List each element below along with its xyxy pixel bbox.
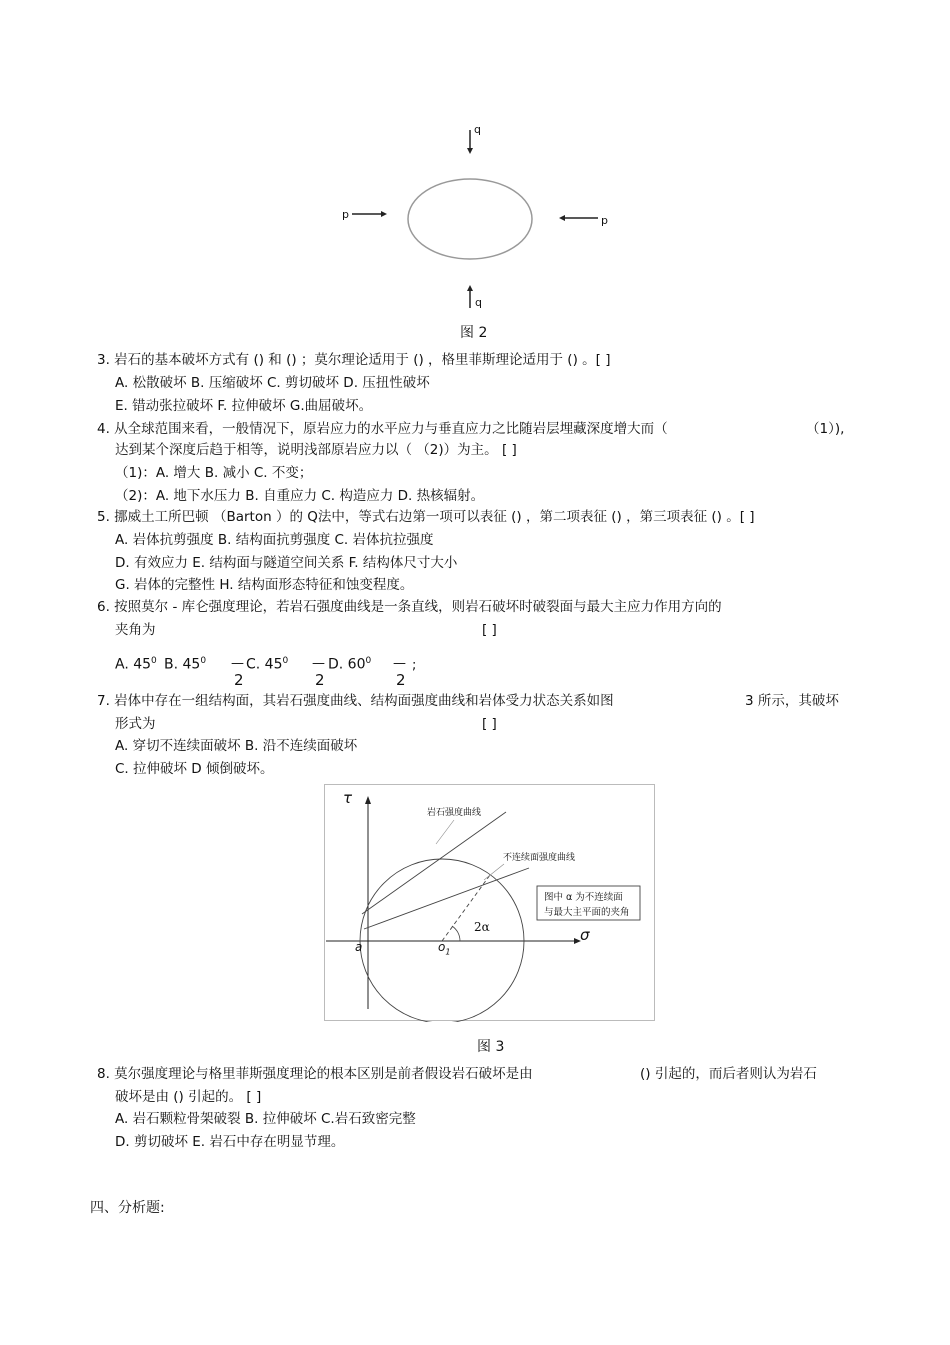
q5-line4: G. 岩体的完整性 H. 结构面形态特征和蚀变程度。 — [115, 577, 414, 593]
note-line-1: 图中 α 为不连续面 — [544, 892, 623, 903]
q6-line1: 6. 按照莫尔 - 库仑强度理论，若岩石强度曲线是一条直线，则岩石破坏时破裂面与最大主应力作用方向的 — [97, 599, 722, 615]
q6-line2: 夹角为 — [115, 622, 156, 638]
two-alpha-label: 2α — [474, 920, 490, 934]
q6-option-a: A. $45^0$ — [115, 656, 157, 673]
q6-fraction-dash-3: — — [393, 656, 406, 671]
q6-fraction-den-1: 2 — [234, 671, 244, 689]
joint-curve-label: 不连续面强度曲线 — [503, 853, 576, 863]
figure-3-caption: 图 3 — [477, 1039, 505, 1055]
a-label: a — [355, 940, 363, 954]
p-left-label: p — [342, 208, 349, 221]
q4-line1b: （1）), — [806, 421, 845, 437]
q6-bracket: [ ] — [482, 622, 497, 638]
section-4-heading: 四、分析题: — [90, 1200, 165, 1216]
q5-line1: 5. 挪威土工所巴顿 （Barton ）的 Q法中，等式右边第一项可以表征 () ，第二项表征 () ，第三项表征 () 。[ ] — [97, 509, 755, 525]
tau-label: τ — [343, 789, 353, 807]
q5-line2: A. 岩体抗剪强度 B. 结构面抗剪强度 C. 岩体抗拉强度 — [115, 532, 434, 548]
q8-line1a: 8. 莫尔强度理论与格里菲斯强度理论的根本区别是前者假设岩石破坏是由 — [97, 1066, 533, 1082]
rock-curve-label: 岩石强度曲线 — [427, 808, 482, 818]
q3-line1: 3. 岩石的基本破坏方式有 () 和 () ；莫尔理论适用于 () ，格里菲斯理论适用于 () 。[ ] — [97, 352, 611, 368]
q7-line2: 形式为 — [115, 716, 156, 732]
note-line-2: 与最大主平面的夹角 — [544, 907, 630, 918]
tunnel-ellipse — [408, 179, 532, 259]
q4-line1a: 4. 从全球范围来看，一般情况下，原岩应力的水平应力与垂直应力之比随岩层埋藏深度增大而（ — [97, 421, 668, 437]
q6-fraction-dash-2: — — [312, 656, 325, 671]
q7-bracket: [ ] — [482, 716, 497, 732]
q6-fraction-den-2: 2 — [315, 671, 325, 689]
q7-line1b: 3 所示，其破坏 — [745, 693, 839, 709]
q8-line3: A. 岩石颗粒骨架破裂 B. 拉伸破坏 C.岩石致密完整 — [115, 1111, 416, 1127]
q8-line2: 破坏是由 () 引起的。 [ ] — [115, 1089, 262, 1105]
q3-line3: E. 错动张拉破坏 F. 拉伸破坏 G.曲屈破坏。 — [115, 398, 373, 414]
q6-fraction-den-3: 2 — [396, 671, 406, 689]
q-bottom-label: q — [475, 296, 482, 309]
q6-option-b: B. $45^0$ — [164, 656, 207, 673]
q6-end: ; — [412, 658, 417, 673]
q4-line3: （1)：A. 增大 B. 减小 C. 不变； — [115, 465, 313, 481]
figure-3 — [324, 784, 656, 1022]
q4-line2: 达到某个深度后趋于相等，说明浅部原岩应力以（ （2)）为主。 [ ] — [115, 442, 517, 458]
figure-2 — [320, 118, 630, 318]
q7-line3: A. 穿切不连续面破坏 B. 沿不连续面破坏 — [115, 738, 358, 754]
q6-option-d: D. $60^0$ — [328, 656, 372, 673]
p-right-label: p — [601, 214, 608, 227]
sigma-label: σ — [580, 926, 590, 944]
q8-line1b: () 引起的，而后者则认为岩石 — [640, 1066, 817, 1082]
o1-label: $o_1$ — [438, 940, 451, 957]
q6-fraction-dash-1: — — [231, 656, 244, 671]
q3-line2: A. 松散破坏 B. 压缩破坏 C. 剪切破坏 D. 压扭性破坏 — [115, 375, 430, 391]
q7-line1a: 7. 岩体中存在一组结构面，其岩石强度曲线、结构面强度曲线和岩体受力状态关系如图 — [97, 693, 614, 709]
q-top-label: q — [474, 123, 481, 136]
q7-line4: C. 拉伸破坏 D 倾倒破坏。 — [115, 761, 274, 777]
q4-line4: （2)：A. 地下水压力 B. 自重应力 C. 构造应力 D. 热核辐射。 — [115, 488, 485, 504]
q6-option-c: C. $45^0$ — [246, 656, 289, 673]
q5-line3: D. 有效应力 E. 结构面与隧道空间关系 F. 结构体尺寸大小 — [115, 555, 458, 571]
figure-2-caption: 图 2 — [460, 325, 488, 341]
q8-line4: D. 剪切破坏 E. 岩石中存在明显节理。 — [115, 1134, 345, 1150]
